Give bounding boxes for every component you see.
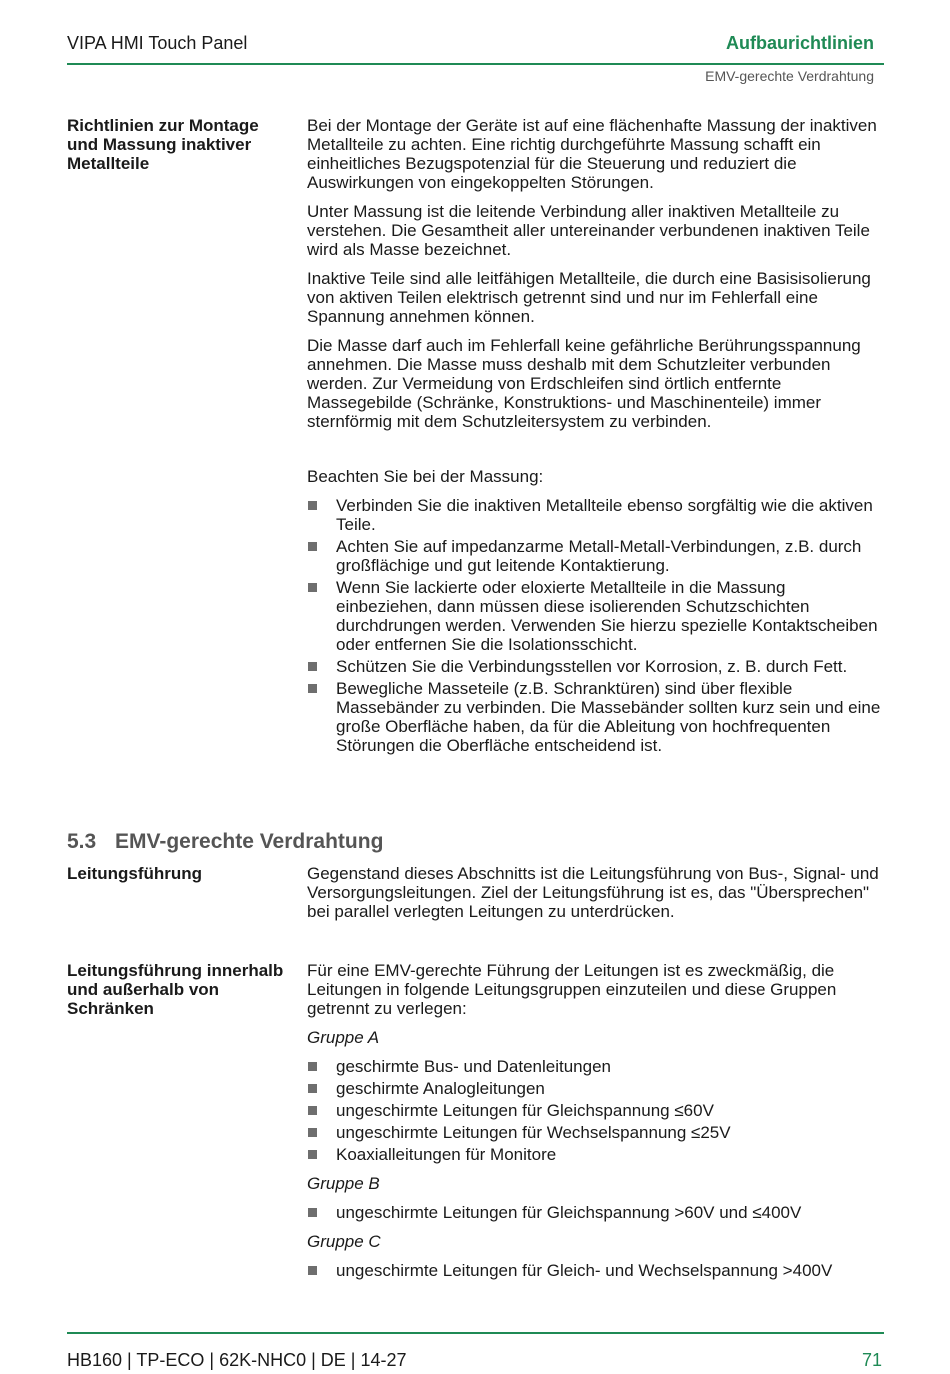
square-bullet-icon (308, 684, 317, 693)
square-bullet-icon (308, 501, 317, 510)
section-heading (67, 830, 383, 854)
header-subsection-title: EMV-gerechte Verdrahtung (705, 68, 874, 84)
massung-body (307, 116, 884, 441)
list-item (307, 1079, 884, 1098)
list-item (307, 1145, 884, 1164)
list-item-text: Koaxialleitungen für Monitore (336, 1145, 557, 1164)
massung-paragraph: Die Masse darf auch im Fehlerfall keine gefährliche Berührungsspannung annehmen. Die Masse muss deshalb mit dem Schutzleiter verbunden werden. Zur Vermeidung von Erdschleifen sind örtlich entfernte Massegebilde (Schränke, Konstruktions- und Maschinenteile) immer sternförmig mit dem Schutzleitersystem zu verbinden. (307, 336, 861, 431)
list-item (307, 1123, 884, 1142)
massung-bullet-list (307, 496, 884, 755)
square-bullet-icon (308, 662, 317, 671)
list-item (307, 537, 884, 575)
square-bullet-icon (308, 1106, 317, 1115)
list-item (307, 1203, 884, 1222)
section-number: 5.3 (67, 830, 97, 853)
massung-notes-body (307, 467, 884, 758)
list-item (307, 578, 884, 654)
massung-notes-intro: Beachten Sie bei der Massung: (307, 467, 544, 486)
list-item (307, 1057, 884, 1076)
square-bullet-icon (308, 583, 317, 592)
group-b-label: Gruppe B (307, 1174, 380, 1193)
square-bullet-icon (308, 1128, 317, 1137)
square-bullet-icon (308, 1266, 317, 1275)
footer-divider (67, 1332, 884, 1334)
square-bullet-icon (308, 1150, 317, 1159)
list-item-text: ungeschirmte Leitungen für Gleich- und Wechselspannung >400V (336, 1261, 833, 1280)
schrank-side-heading: Leitungsführung innerhalb und außerhalb von Schränken (67, 961, 284, 1018)
list-item-text: ungeschirmte Leitungen für Gleichspannung >60V und ≤400V (336, 1203, 802, 1222)
square-bullet-icon (308, 1208, 317, 1217)
schrank-body (307, 961, 884, 1283)
header-divider (67, 63, 884, 65)
list-item-text: Verbinden Sie die inaktiven Metallteile ebenso sorgfältig wie die aktiven Teile. (336, 496, 873, 534)
leitung-body (307, 864, 884, 931)
group-a-list (307, 1057, 884, 1164)
list-item (307, 1101, 884, 1120)
leitung-paragraph: Gegenstand dieses Abschnitts ist die Leitungsführung von Bus-, Signal- und Versorgungsleitungen. Ziel der Leitungsführung ist es, das "Übersprechen" bei parallel verlegten Leitungen zu unterdrücken. (307, 864, 879, 921)
group-b-list (307, 1203, 884, 1222)
square-bullet-icon (308, 1062, 317, 1071)
footer-doc-id: HB160 | TP-ECO | 62K-NHC0 | DE | 14-27 (67, 1350, 407, 1370)
section-title: EMV-gerechte Verdrahtung (115, 830, 384, 853)
list-item (307, 496, 884, 534)
footer-page-number: 71 (861, 1350, 882, 1370)
list-item-text: Achten Sie auf impedanzarme Metall-Metall-Verbindungen, z.B. durch großflächige und gut leitende Kontaktierung. (336, 537, 862, 575)
group-a-label: Gruppe A (307, 1028, 380, 1047)
list-item-text: Wenn Sie lackierte oder eloxierte Metallteile in die Massung einbeziehen, dann müssen diese isolierenden Schutzschichten durchdrungen werden. Verwenden Sie hierzu spezielle Kontaktscheiben oder entfernen Sie die Isolationsschicht. (336, 578, 878, 654)
leitung-side-heading: Leitungsführung (67, 864, 203, 883)
massung-paragraph: Inaktive Teile sind alle leitfähigen Metallteile, die durch eine Basisisolierung von aktiven Teilen elektrisch getrennt sind und nur im Fehlerfall eine Spannung annehmen können. (307, 269, 871, 326)
list-item (307, 1261, 884, 1280)
list-item-text: Schützen Sie die Verbindungsstellen vor Korrosion, z. B. durch Fett. (336, 657, 848, 676)
list-item-text: geschirmte Bus- und Datenleitungen (336, 1057, 611, 1076)
list-item (307, 679, 884, 755)
massung-side-heading: Richtlinien zur Montage und Massung inaktiver Metallteile (67, 116, 259, 173)
massung-paragraph: Unter Massung ist die leitende Verbindung aller inaktiven Metallteile zu verstehen. Die Gesamtheit aller untereinander verbundenen inaktiven Teile wird als Masse bezeichnet. (307, 202, 870, 259)
list-item-text: geschirmte Analogleitungen (336, 1079, 545, 1098)
schrank-intro: Für eine EMV-gerechte Führung der Leitungen ist es zweckmäßig, die Leitungen in folgende Leitungsgruppen einzuteilen und diese Gruppen getrennt zu verlegen: (307, 961, 837, 1018)
square-bullet-icon (308, 542, 317, 551)
massung-paragraph: Bei der Montage der Geräte ist auf eine flächenhafte Massung der inaktiven Metallteile zu achten. Eine richtig durchgeführte Massung schafft ein einheitliches Bezugspotenzial für die Steuerung und reduziert die Auswirkungen von eingekoppelten Störungen. (307, 116, 877, 192)
square-bullet-icon (308, 1084, 317, 1093)
header-chapter-title: Aufbaurichtlinien (726, 33, 874, 53)
list-item-text: Bewegliche Masseteile (z.B. Schranktüren) sind über flexible Massebänder zu verbinden. Die Massebänder sollten kurz sein und eine große Oberfläche haben, da für die Ableitung von hochfrequenten Störungen die Oberfläche entscheidend ist. (336, 679, 881, 755)
list-item-text: ungeschirmte Leitungen für Wechselspannung ≤25V (336, 1123, 731, 1142)
header-product-title: VIPA HMI Touch Panel (67, 33, 248, 53)
group-c-label: Gruppe C (307, 1232, 381, 1251)
list-item (307, 657, 884, 676)
list-item-text: ungeschirmte Leitungen für Gleichspannung ≤60V (336, 1101, 714, 1120)
group-c-list (307, 1261, 884, 1280)
